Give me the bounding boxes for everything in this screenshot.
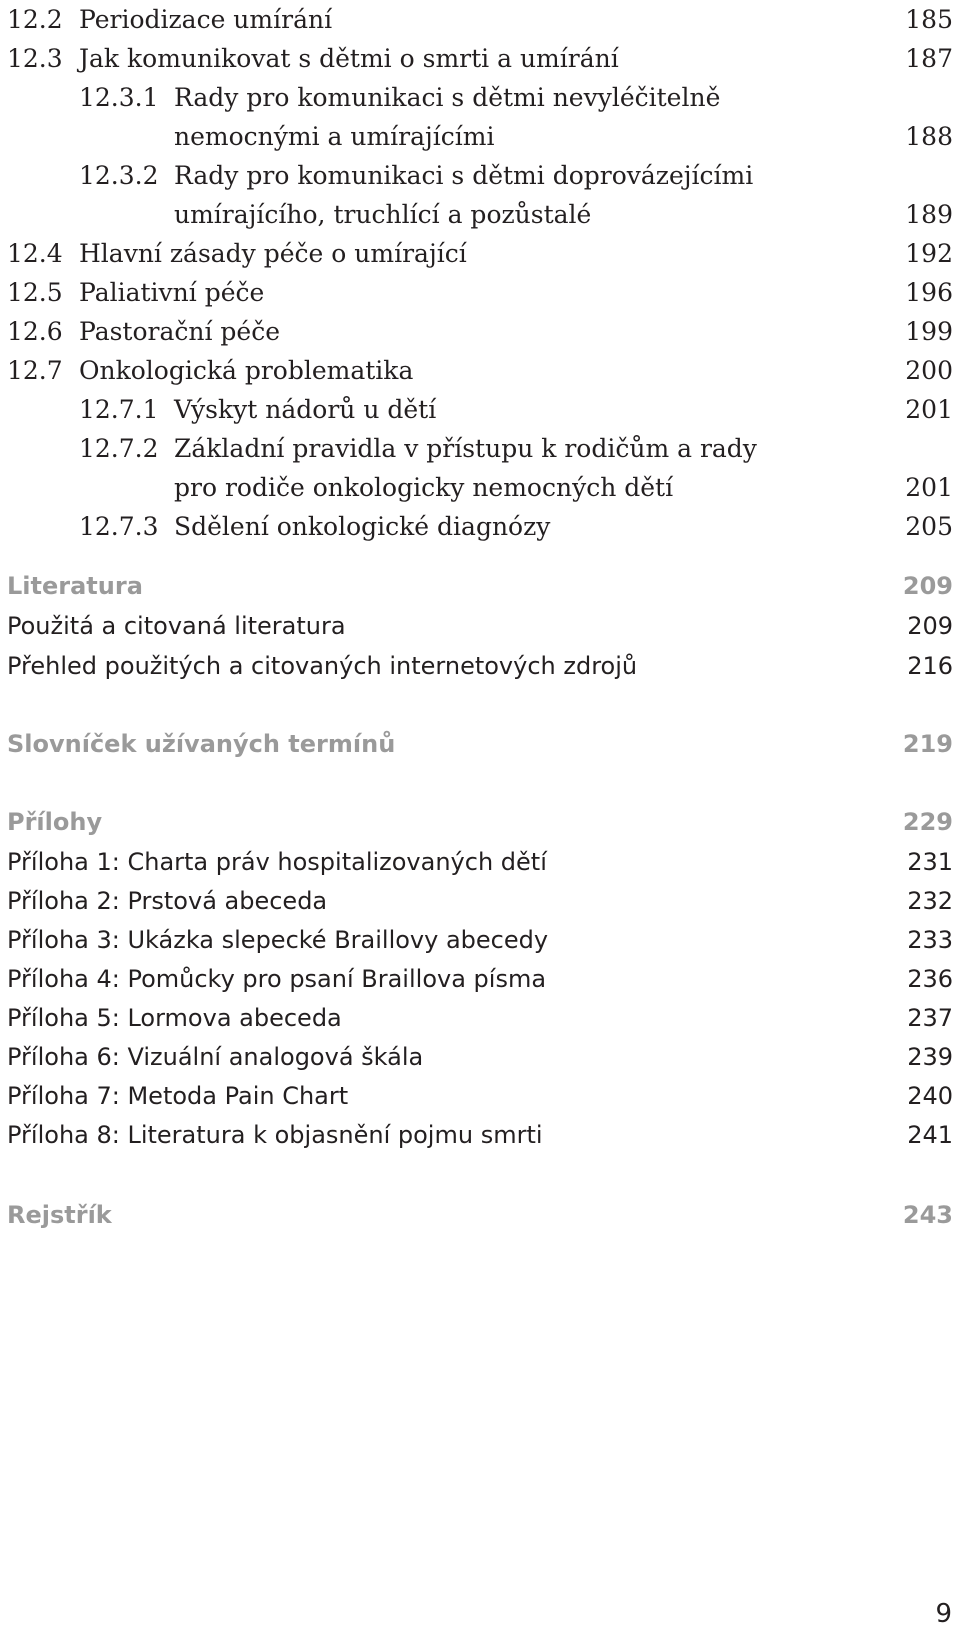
toc-entry-title: Výskyt nádorů u dětí xyxy=(174,395,437,424)
section-heading-title: Slovníček užívaných termínů xyxy=(7,730,396,758)
toc-entry xyxy=(0,0,960,40)
toc-entry-title: Periodizace umírání xyxy=(79,5,333,34)
toc-entry-page: 200 xyxy=(905,356,953,385)
toc-entry-page: 209 xyxy=(907,612,953,640)
toc-entry xyxy=(0,78,960,118)
toc-entry-title: Příloha 3: Ukázka slepecké Braillovy abecedy xyxy=(7,926,549,954)
toc-entry-page: 185 xyxy=(905,5,953,34)
toc-entry xyxy=(0,351,960,391)
toc-entry-number: 12.7.1 xyxy=(79,395,159,424)
toc-entry-number: 12.7 xyxy=(7,356,63,385)
toc-entry-page: 192 xyxy=(905,239,953,268)
toc-entry-number: 12.5 xyxy=(7,278,63,307)
toc-entry-number: 12.4 xyxy=(7,239,63,268)
section-heading-title: Literatura xyxy=(7,572,143,600)
toc-entry-title: Paliativní péče xyxy=(79,278,265,307)
toc-entry-page: 240 xyxy=(907,1082,953,1110)
toc-entry-title: Příloha 5: Lormova abeceda xyxy=(7,1004,342,1032)
toc-entry xyxy=(0,606,960,646)
toc-entry-continuation xyxy=(0,195,960,235)
toc-entry xyxy=(0,273,960,313)
toc-entry-title: Sdělení onkologické diagnózy xyxy=(174,512,551,541)
toc-entry-page: 233 xyxy=(907,926,953,954)
toc-entry-page: 201 xyxy=(905,473,953,502)
toc-entry-page: 205 xyxy=(905,512,953,541)
toc-entry xyxy=(0,507,960,547)
toc-entry xyxy=(0,1076,960,1116)
toc-entry-page: 201 xyxy=(905,395,953,424)
toc-entry-page: 237 xyxy=(907,1004,953,1032)
toc-entry-page: 239 xyxy=(907,1043,953,1071)
toc-entry-title: Pastorační péče xyxy=(79,317,281,346)
toc-entry-title: Přehled použitých a citovaných internetových zdrojů xyxy=(7,652,638,680)
toc-entry-continuation xyxy=(0,468,960,508)
toc-entry-title-continuation: nemocnými a umírajícími xyxy=(174,122,495,151)
toc-entry-title: Příloha 8: Literatura k objasnění pojmu smrti xyxy=(7,1121,543,1149)
toc-section-heading-literatura xyxy=(0,566,960,606)
toc-entry-number: 12.3.1 xyxy=(79,83,159,112)
toc-entry-number: 12.7.2 xyxy=(79,434,159,463)
toc-entry xyxy=(0,920,960,960)
section-heading-title: Rejstřík xyxy=(7,1201,112,1229)
toc-entry-title: Rady pro komunikaci s dětmi nevyléčitelně xyxy=(174,83,721,112)
toc-entry-page: 196 xyxy=(905,278,953,307)
toc-entry-page: 216 xyxy=(907,652,953,680)
toc-entry-title: Příloha 6: Vizuální analogová škála xyxy=(7,1043,424,1071)
section-heading-page: 243 xyxy=(902,1201,953,1229)
toc-section-heading-slovnicek xyxy=(0,724,960,764)
section-heading-page: 209 xyxy=(902,572,953,600)
toc-entry xyxy=(0,312,960,352)
toc-entry xyxy=(0,234,960,274)
toc-entry-number: 12.7.3 xyxy=(79,512,159,541)
toc-entry xyxy=(0,1037,960,1077)
toc-entry-title: Hlavní zásady péče o umírající xyxy=(79,239,467,268)
toc-section-heading-prilohy xyxy=(0,802,960,842)
toc-entry-page: 232 xyxy=(907,887,953,915)
page-number: 9 xyxy=(935,1599,952,1629)
toc-entry xyxy=(0,156,960,196)
toc-entry xyxy=(0,881,960,921)
toc-entry-title: Příloha 1: Charta práv hospitalizovaných dětí xyxy=(7,848,547,876)
toc-section-heading-rejstrik xyxy=(0,1195,960,1235)
toc-entry xyxy=(0,959,960,999)
toc-entry-page: 199 xyxy=(905,317,953,346)
toc-entry-title: Rady pro komunikaci s dětmi doprovázejícími xyxy=(174,161,754,190)
toc-entry-title-continuation: umírajícího, truchlící a pozůstalé xyxy=(174,200,592,229)
toc-entry-page: 236 xyxy=(907,965,953,993)
toc-entry-title: Příloha 7: Metoda Pain Chart xyxy=(7,1082,349,1110)
toc-entry-continuation xyxy=(0,117,960,157)
toc-entry-number: 12.3.2 xyxy=(79,161,159,190)
toc-entry-number: 12.2 xyxy=(7,5,63,34)
toc-entry xyxy=(0,646,960,686)
toc-entry-title: Onkologická problematika xyxy=(79,356,414,385)
toc-entry-number: 12.3 xyxy=(7,44,63,73)
toc-entry-page: 188 xyxy=(905,122,953,151)
toc-entry-page: 187 xyxy=(905,44,953,73)
toc-entry xyxy=(0,1115,960,1155)
toc-entry-title: Příloha 2: Prstová abeceda xyxy=(7,887,328,915)
toc-entry xyxy=(0,39,960,79)
toc-entry-page: 241 xyxy=(907,1121,953,1149)
toc-entry-title: Jak komunikovat s dětmi o smrti a umírání xyxy=(79,44,619,73)
section-heading-page: 219 xyxy=(902,730,953,758)
toc-entry-title: Příloha 4: Pomůcky pro psaní Braillova písma xyxy=(7,965,547,993)
section-heading-title: Přílohy xyxy=(7,808,103,836)
toc-entry-title-continuation: pro rodiče onkologicky nemocných dětí xyxy=(174,473,674,502)
toc-entry xyxy=(0,429,960,469)
toc-entry-page: 189 xyxy=(905,200,953,229)
toc-entry-page: 231 xyxy=(907,848,953,876)
toc-entry xyxy=(0,998,960,1038)
toc-entry-title: Základní pravidla v přístupu k rodičům a rady xyxy=(174,434,757,463)
toc-entry xyxy=(0,390,960,430)
toc-entry-title: Použitá a citovaná literatura xyxy=(7,612,346,640)
toc-entry xyxy=(0,842,960,882)
section-heading-page: 229 xyxy=(902,808,953,836)
toc-entry-number: 12.6 xyxy=(7,317,63,346)
